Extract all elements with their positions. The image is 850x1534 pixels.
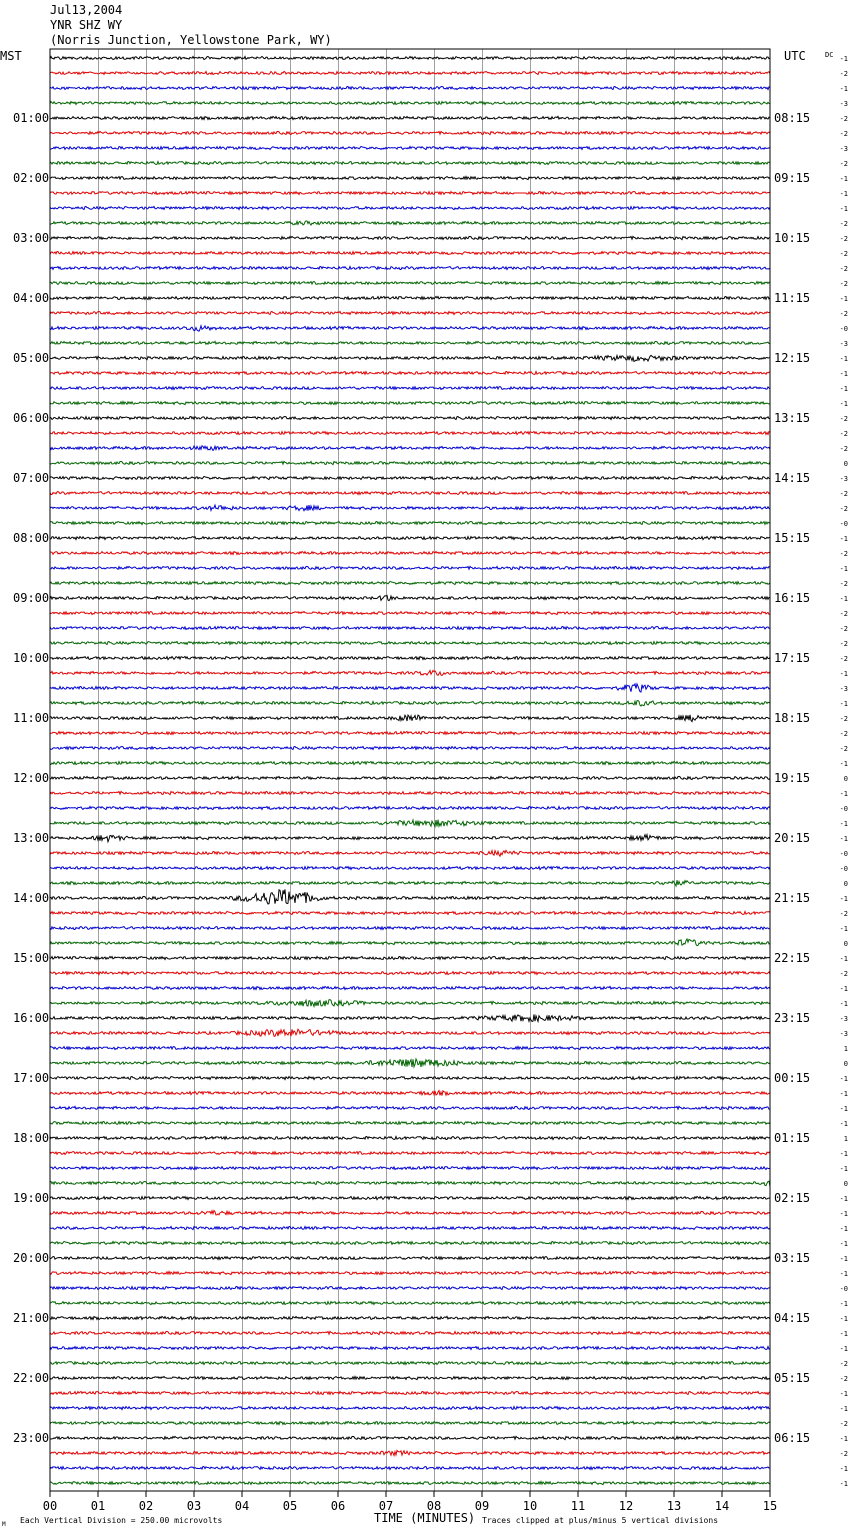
utc-hour-label: 18:15 xyxy=(774,711,811,725)
x-tick-label: 08 xyxy=(426,1499,442,1513)
dc-offset-label: -2 xyxy=(839,745,848,753)
mst-hour-label: 04:00 xyxy=(13,291,50,305)
dc-offset-label: 0 xyxy=(843,1180,848,1188)
mst-hour-label: 13:00 xyxy=(13,831,50,845)
mst-hour-label: 05:00 xyxy=(13,351,50,365)
dc-offset-label: -1 xyxy=(839,1270,848,1278)
dc-offset-label: -2 xyxy=(839,715,848,723)
trace-row-69 xyxy=(50,1091,770,1096)
dc-offset-label: -1 xyxy=(839,1120,848,1128)
trace-row-71 xyxy=(50,1122,770,1125)
trace-row-45 xyxy=(50,732,770,735)
dc-offset-label: -0 xyxy=(839,850,848,858)
mst-hour-label: 23:00 xyxy=(13,1431,50,1445)
trace-row-79 xyxy=(50,1242,770,1245)
dc-offset-label: -1 xyxy=(839,1330,848,1338)
dc-offset-label: 1 xyxy=(843,1135,848,1143)
utc-hour-label: 22:15 xyxy=(774,951,811,965)
dc-offset-label: -1 xyxy=(839,1300,848,1308)
utc-hour-label: 05:15 xyxy=(774,1371,811,1385)
dc-offset-label: 0 xyxy=(843,880,848,888)
dc-offset-label: -1 xyxy=(839,400,848,408)
mst-hour-label: 10:00 xyxy=(13,651,50,665)
x-tick-label: 02 xyxy=(138,1499,154,1513)
trace-row-37 xyxy=(50,612,770,615)
dc-offset-label: -2 xyxy=(839,250,848,258)
dc-offset-label: -1 xyxy=(839,1465,848,1473)
station-code: YNR SHZ WY xyxy=(50,18,123,32)
dc-offset-label: -1 xyxy=(839,670,848,678)
dc-offset-label: -1 xyxy=(839,1225,848,1233)
trace-row-31 xyxy=(50,522,770,525)
dc-offset-label: -1 xyxy=(839,955,848,963)
trace-row-74 xyxy=(50,1167,770,1170)
utc-hour-label: 23:15 xyxy=(774,1011,811,1025)
mst-hour-label: 14:00 xyxy=(13,891,50,905)
dc-offset-label: -1 xyxy=(839,1150,848,1158)
dc-offset-label: 0 xyxy=(843,1060,848,1068)
trace-row-11 xyxy=(50,221,770,225)
x-tick-label: 05 xyxy=(282,1499,298,1513)
trace-row-63 xyxy=(50,1000,770,1007)
dc-offset-label: -3 xyxy=(839,145,848,153)
dc-offset-label: 1 xyxy=(843,1045,848,1053)
trace-row-0 xyxy=(50,56,770,59)
dc-offset-label: -2 xyxy=(839,70,848,78)
dc-offset-label: -2 xyxy=(839,265,848,273)
trace-row-25 xyxy=(50,432,770,435)
utc-hour-label: 13:15 xyxy=(774,411,811,425)
trace-row-44 xyxy=(50,715,770,722)
dc-offset-label: -1 xyxy=(839,895,848,903)
utc-hour-label: 10:15 xyxy=(774,231,811,245)
utc-hour-label: 06:15 xyxy=(774,1431,811,1445)
trace-row-75 xyxy=(50,1181,770,1187)
utc-hour-label: 20:15 xyxy=(774,831,811,845)
trace-row-93 xyxy=(50,1450,770,1455)
mst-hour-label: 22:00 xyxy=(13,1371,50,1385)
trace-row-58 xyxy=(50,927,770,930)
mst-hour-label: 07:00 xyxy=(13,471,50,485)
dc-offset-label: -1 xyxy=(839,1165,848,1173)
x-tick-label: 13 xyxy=(666,1499,682,1513)
trace-row-27 xyxy=(50,461,770,464)
trace-row-64 xyxy=(50,1015,770,1022)
trace-row-21 xyxy=(50,372,770,375)
trace-row-82 xyxy=(50,1287,770,1290)
dc-offset-label: -2 xyxy=(839,490,848,498)
trace-row-78 xyxy=(50,1226,770,1229)
dc-offset-label: -1 xyxy=(839,1315,848,1323)
time-axis xyxy=(43,1491,777,1513)
dc-offset-label: -0 xyxy=(839,520,848,528)
dc-offset-label: -2 xyxy=(839,160,848,168)
trace-row-81 xyxy=(50,1272,770,1275)
trace-row-42 xyxy=(50,684,770,692)
dc-offset-label: -0 xyxy=(839,325,848,333)
dc-offset-label: -1 xyxy=(839,760,848,768)
trace-row-26 xyxy=(50,446,770,451)
mst-hour-label: 18:00 xyxy=(13,1131,50,1145)
trace-row-59 xyxy=(50,939,770,946)
trace-row-86 xyxy=(50,1347,770,1350)
dc-offset-label: -1 xyxy=(839,1090,848,1098)
trace-row-17 xyxy=(50,312,770,315)
trace-row-34 xyxy=(50,566,770,569)
trace-row-80 xyxy=(50,1257,770,1260)
dc-offset-label: -1 xyxy=(839,175,848,183)
trace-row-89 xyxy=(50,1392,770,1395)
dc-offset-label: -2 xyxy=(839,1420,848,1428)
dc-offset-label: -2 xyxy=(839,220,848,228)
trace-row-84 xyxy=(50,1316,770,1319)
dc-offset-label: -2 xyxy=(839,1375,848,1383)
x-tick-label: 09 xyxy=(474,1499,490,1513)
utc-hour-label: 11:15 xyxy=(774,291,811,305)
dc-offset-label: -1 xyxy=(839,205,848,213)
dc-offset-label: 0 xyxy=(843,940,848,948)
mst-hour-label: 01:00 xyxy=(13,111,50,125)
station-location: (Norris Junction, Yellowstone Park, WY) xyxy=(50,33,332,47)
x-axis-title: TIME (MINUTES) xyxy=(374,1511,476,1525)
mst-hour-label: 11:00 xyxy=(13,711,50,725)
dc-offset-label: -3 xyxy=(839,100,848,108)
trace-row-41 xyxy=(50,670,770,675)
dc-offset-label: -1 xyxy=(839,1405,848,1413)
trace-row-77 xyxy=(50,1211,770,1215)
dc-offset-label: -2 xyxy=(839,910,848,918)
x-tick-label: 03 xyxy=(186,1499,202,1513)
dc-offset-label: -1 xyxy=(839,1345,848,1353)
trace-row-6 xyxy=(50,147,770,150)
dc-offset-label: -2 xyxy=(839,970,848,978)
mst-hour-label: 16:00 xyxy=(13,1011,50,1025)
dc-offset-label: -1 xyxy=(839,1000,848,1008)
record-date: Jul13,2004 xyxy=(50,3,123,17)
utc-hour-label: 08:15 xyxy=(774,111,811,125)
utc-hour-label: 15:15 xyxy=(774,531,811,545)
dc-offset-label: -1 xyxy=(839,1195,848,1203)
x-tick-label: 10 xyxy=(522,1499,538,1513)
dc-offset-label: -1 xyxy=(839,355,848,363)
utc-hour-label: 02:15 xyxy=(774,1191,811,1205)
dc-offset-label: -3 xyxy=(839,1015,848,1023)
dc-offset-label: -2 xyxy=(839,505,848,513)
minute-grid xyxy=(99,49,723,1491)
trace-row-50 xyxy=(50,807,770,810)
dc-offset-label: -3 xyxy=(839,685,848,693)
trace-row-72 xyxy=(50,1137,770,1140)
dc-offset-label: -1 xyxy=(839,1435,848,1443)
right-zone-label: UTC xyxy=(784,49,806,63)
dc-offset-label: -1 xyxy=(839,85,848,93)
mst-hour-label: 17:00 xyxy=(13,1071,50,1085)
trace-row-51 xyxy=(50,820,770,827)
trace-row-2 xyxy=(50,87,770,90)
utc-hour-label: 19:15 xyxy=(774,771,811,785)
dc-offset-column xyxy=(840,55,848,1488)
trace-row-73 xyxy=(50,1152,770,1155)
dc-offset-label: -1 xyxy=(839,190,848,198)
corner-mark: M xyxy=(2,1521,6,1528)
trace-row-22 xyxy=(50,387,770,390)
trace-row-49 xyxy=(50,791,770,794)
trace-row-85 xyxy=(50,1331,770,1334)
dc-offset-label: -2 xyxy=(839,550,848,558)
trace-row-16 xyxy=(50,297,770,300)
utc-hour-labels xyxy=(774,111,810,1445)
dc-offset-label: -0 xyxy=(839,1285,848,1293)
x-tick-label: 11 xyxy=(570,1499,586,1513)
trace-row-60 xyxy=(50,957,770,960)
dc-offset-label: -1 xyxy=(839,835,848,843)
x-tick-label: 12 xyxy=(618,1499,634,1513)
trace-row-48 xyxy=(50,776,770,779)
mst-hour-label: 12:00 xyxy=(13,771,50,785)
dc-offset-label: -2 xyxy=(839,130,848,138)
dc-offset-label: -1 xyxy=(839,295,848,303)
mst-hour-label: 15:00 xyxy=(13,951,50,965)
trace-row-19 xyxy=(50,341,770,344)
dc-offset-label: -1 xyxy=(839,535,848,543)
dc-offset-label: -1 xyxy=(839,1105,848,1113)
mst-hour-label: 08:00 xyxy=(13,531,50,545)
trace-row-92 xyxy=(50,1436,770,1439)
utc-hour-label: 00:15 xyxy=(774,1071,811,1085)
mst-hour-label: 19:00 xyxy=(13,1191,50,1205)
trace-row-38 xyxy=(50,627,770,630)
trace-row-61 xyxy=(50,972,770,975)
trace-row-18 xyxy=(50,326,770,331)
dc-offset-label: -2 xyxy=(839,610,848,618)
trace-row-40 xyxy=(50,657,770,660)
trace-row-90 xyxy=(50,1407,770,1410)
dc-offset-label: -3 xyxy=(839,475,848,483)
trace-row-14 xyxy=(50,267,770,270)
trace-row-29 xyxy=(50,492,770,495)
dc-offset-label: -2 xyxy=(839,115,848,123)
trace-row-88 xyxy=(50,1377,770,1380)
trace-row-53 xyxy=(50,850,770,856)
dc-offset-label: -1 xyxy=(839,1480,848,1488)
trace-row-12 xyxy=(50,236,770,239)
dc-offset-label: -2 xyxy=(839,1360,848,1368)
utc-hour-label: 03:15 xyxy=(774,1251,811,1265)
dc-offset-label: 0 xyxy=(843,775,848,783)
dc-offset-label: -3 xyxy=(839,340,848,348)
clip-note: Traces clipped at plus/minus 5 vertical divisions xyxy=(482,1516,719,1525)
dc-offset-label: -2 xyxy=(839,640,848,648)
dc-offset-label: -1 xyxy=(839,370,848,378)
dc-offset-label: -2 xyxy=(839,430,848,438)
trace-row-1 xyxy=(50,71,770,74)
dc-offset-label: -1 xyxy=(839,1255,848,1263)
utc-hour-label: 04:15 xyxy=(774,1311,811,1325)
dc-offset-label: -2 xyxy=(839,445,848,453)
trace-row-20 xyxy=(50,355,770,361)
trace-row-13 xyxy=(50,252,770,255)
utc-hour-label: 16:15 xyxy=(774,591,811,605)
utc-hour-label: 12:15 xyxy=(774,351,811,365)
trace-row-30 xyxy=(50,505,770,511)
x-tick-label: 06 xyxy=(330,1499,346,1513)
trace-row-56 xyxy=(50,889,770,904)
dc-offset-label: -0 xyxy=(839,805,848,813)
x-tick-label: 15 xyxy=(762,1499,778,1513)
trace-row-32 xyxy=(50,537,770,540)
mst-hour-label: 09:00 xyxy=(13,591,50,605)
trace-row-8 xyxy=(50,177,770,180)
mst-hour-label: 06:00 xyxy=(13,411,50,425)
utc-hour-label: 09:15 xyxy=(774,171,811,185)
trace-row-66 xyxy=(50,1047,770,1050)
mst-hour-label: 20:00 xyxy=(13,1251,50,1265)
trace-row-15 xyxy=(50,282,770,285)
x-tick-label: 00 xyxy=(42,1499,58,1513)
x-tick-label: 01 xyxy=(90,1499,106,1513)
trace-row-91 xyxy=(50,1421,770,1424)
dc-offset-label: -1 xyxy=(839,1075,848,1083)
trace-row-3 xyxy=(50,102,770,105)
trace-row-54 xyxy=(50,867,770,870)
trace-row-5 xyxy=(50,131,770,134)
trace-row-95 xyxy=(50,1482,770,1485)
utc-hour-label: 01:15 xyxy=(774,1131,811,1145)
dc-offset-label: -2 xyxy=(839,1450,848,1458)
dc-offset-label: -1 xyxy=(839,700,848,708)
x-tick-label: 14 xyxy=(714,1499,730,1513)
trace-row-36 xyxy=(50,595,770,600)
dc-offset-label: -3 xyxy=(839,1030,848,1038)
trace-row-46 xyxy=(50,747,770,750)
trace-row-62 xyxy=(50,986,770,989)
trace-row-87 xyxy=(50,1362,770,1365)
trace-row-70 xyxy=(50,1106,770,1109)
utc-hour-label: 21:15 xyxy=(774,891,811,905)
trace-row-9 xyxy=(50,192,770,195)
trace-row-28 xyxy=(50,477,770,480)
trace-row-7 xyxy=(50,162,770,165)
dc-offset-label: -1 xyxy=(839,985,848,993)
utc-hour-label: 17:15 xyxy=(774,651,811,665)
dc-offset-label: -1 xyxy=(839,1240,848,1248)
utc-hour-label: 14:15 xyxy=(774,471,811,485)
dc-offset-label: -2 xyxy=(839,580,848,588)
trace-row-55 xyxy=(50,880,770,886)
dc-offset-label: -2 xyxy=(839,730,848,738)
dc-offset-label: -1 xyxy=(839,595,848,603)
dc-offset-label: -1 xyxy=(839,790,848,798)
dc-offset-label: -2 xyxy=(839,625,848,633)
trace-row-35 xyxy=(50,582,770,585)
trace-row-68 xyxy=(50,1077,770,1080)
dc-offset-label: -1 xyxy=(839,385,848,393)
mst-hour-labels xyxy=(13,111,49,1445)
dc-offset-label: -0 xyxy=(839,865,848,873)
trace-group xyxy=(50,56,770,1484)
mst-hour-label: 03:00 xyxy=(13,231,50,245)
dc-offset-label: -1 xyxy=(839,565,848,573)
trace-row-67 xyxy=(50,1059,770,1067)
dc-offset-label: -1 xyxy=(839,1210,848,1218)
trace-row-23 xyxy=(50,402,770,405)
x-tick-label: 04 xyxy=(234,1499,250,1513)
dc-offset-label: -2 xyxy=(839,280,848,288)
trace-row-39 xyxy=(50,642,770,645)
scale-note: Each Vertical Division = 250.00 microvolts xyxy=(20,1516,223,1525)
trace-row-10 xyxy=(50,207,770,210)
mst-hour-label: 21:00 xyxy=(13,1311,50,1325)
trace-row-94 xyxy=(50,1467,770,1470)
trace-row-52 xyxy=(50,835,770,842)
dc-offset-label: -1 xyxy=(839,55,848,63)
dc-offset-label: 0 xyxy=(843,460,848,468)
dc-label: DC xyxy=(825,51,834,59)
dc-offset-label: -1 xyxy=(839,1390,848,1398)
dc-offset-label: -2 xyxy=(839,310,848,318)
trace-row-65 xyxy=(50,1029,770,1036)
trace-row-76 xyxy=(50,1197,770,1200)
dc-offset-label: -2 xyxy=(839,235,848,243)
left-zone-label: MST xyxy=(0,49,22,63)
dc-offset-label: -2 xyxy=(839,415,848,423)
dc-offset-label: -1 xyxy=(839,925,848,933)
trace-row-24 xyxy=(50,417,770,420)
dc-offset-label: -1 xyxy=(839,820,848,828)
trace-row-4 xyxy=(50,116,770,119)
trace-row-47 xyxy=(50,762,770,765)
trace-row-43 xyxy=(50,701,770,707)
x-tick-label: 07 xyxy=(378,1499,394,1513)
trace-row-83 xyxy=(50,1302,770,1305)
trace-row-57 xyxy=(50,912,770,915)
mst-hour-label: 02:00 xyxy=(13,171,50,185)
trace-row-33 xyxy=(50,551,770,554)
dc-offset-label: -2 xyxy=(839,655,848,663)
